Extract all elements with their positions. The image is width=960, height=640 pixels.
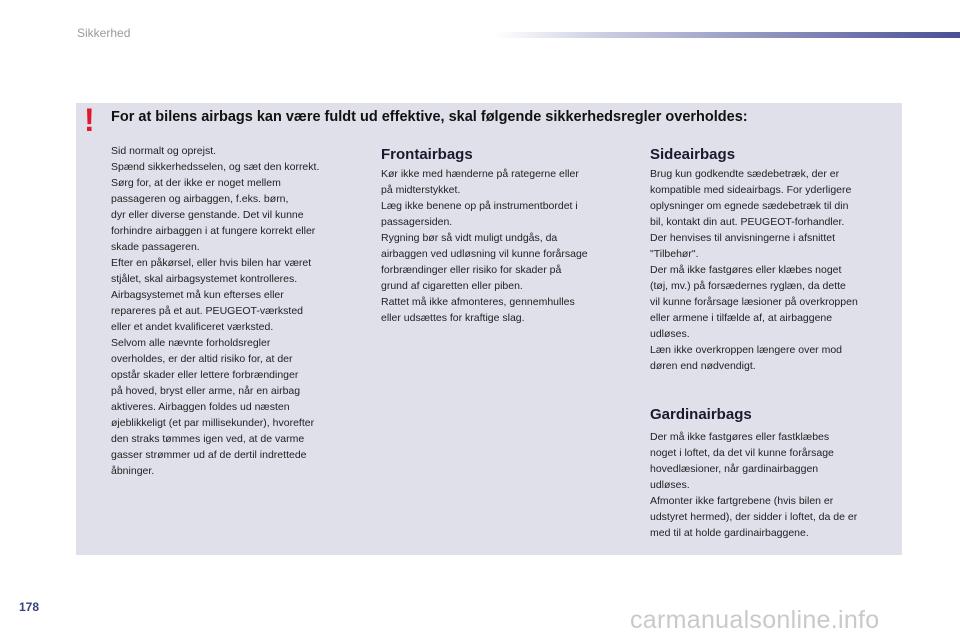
section-title: Sikkerhed bbox=[77, 26, 131, 40]
watermark: carmanualsonline.info bbox=[630, 606, 880, 634]
sideairbags-title: Sideairbags bbox=[650, 146, 736, 163]
gardinairbags-title: Gardinairbags bbox=[650, 406, 752, 423]
sideairbags-text: Brug kun godkendte sædebetræk, der er kompatible med sideairbags. For yderligere oplysninger om egnede sædebetræk til din bil, kontakt din aut. PEUGEOT-forhandler. Der henvises til anvisningerne i afsnittet "Tilbehør". Der må ikke fastgøres eller klæbes noget (tøj, mv.) på forsædernes ryglæn, da dette vil kunne forårsage læsioner på overkroppen eller armene i tilfælde af, at airbaggene udløses. Læn ikke overkroppen længere over mod døren end nødvendigt. bbox=[650, 168, 858, 372]
general-safety-text: Sid normalt og oprejst. Spænd sikkerhedsselen, og sæt den korrekt. Sørg for, at der ikke er noget mellem passageren og airbaggen, f.eks. børn, dyr eller diverse genstande. Det vil kunne forhindre airbaggen i at fungere korrekt eller skade passageren. Efter en påkørsel, eller hvis bilen har været stjålet, skal airbagsystemet kontrolleres. Airbagsystemet må kun efterses eller repareres på et aut. PEUGEOT-værksted eller et andet kvalificeret værksted. Selvom alle nævnte forholdsregler overholdes, er der altid risiko for, at der opstår skader eller lettere forbrændinger på hoved, bryst eller arme, når en airbag aktiveres. Airbaggen foldes ud næsten øjeblikkeligt (et par millisekunder), hvorefter den straks tømmes igen ved, at de varme gasser strømmer ud af de dertil indrettede åbninger. bbox=[111, 145, 320, 477]
gardinairbags-text: Der må ikke fastgøres eller fastklæbes noget i loftet, da det vil kunne forårsage hovedlæsioner, når gardinairbaggen udløses. Afmonter ikke fartgrebene (hvis bilen er udstyret hermed), der sidder i loftet, da de er med til at holde gardinairbaggene. bbox=[650, 431, 858, 539]
frontairbags-title: Frontairbags bbox=[381, 146, 473, 163]
header-gradient-bar bbox=[495, 32, 960, 38]
panel-heading: For at bilens airbags kan være fuldt ud effektive, skal følgende sikkerhedsregler overholdes: bbox=[111, 109, 748, 125]
page-number: 178 bbox=[19, 600, 40, 614]
exclamation-icon: ! bbox=[84, 102, 95, 138]
frontairbags-text: Kør ikke med hænderne på rategerne eller på midterstykket. Læg ikke benene op på instrumentbordet i passagersiden. Rygning bør så vidt muligt undgås, da airbaggen ved udløsning vil kunne forårsage forbrændinger eller risiko for skader på grund af cigaretten eller piben. Rattet må ikke afmonteres, gennemhulles eller udsættes for kraftige slag. bbox=[381, 168, 588, 324]
